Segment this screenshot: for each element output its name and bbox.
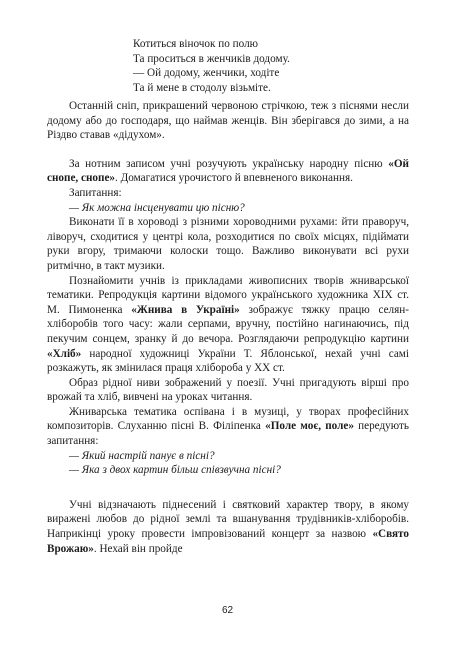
poem-line: Котиться віночок по полю: [133, 38, 259, 50]
question-staging: — Як можна інсценувати цю пісню?: [69, 201, 245, 214]
questions-label: Запитання:: [69, 186, 122, 199]
page-number: 62: [221, 605, 234, 616]
question-paintings: — Яка з двох картин більш співзвучна пісні?: [69, 464, 281, 477]
painting-title-harvest: «Жнива в Україні»: [131, 303, 240, 316]
poem-line: Та й мене в стодолу візьміте.: [133, 81, 271, 94]
song-title: «Ой снопе, снопе»: [47, 157, 409, 185]
question-mood: — Який настрій панує в пісні?: [69, 449, 215, 462]
paragraph-music: Жниварська тематика оспівана і в музиці, у творах професійних композиторів. Слуханню пісні В. Філіпенка «Поле моє, поле» передують запитання:: [47, 405, 409, 448]
paragraph-song-learning: За нотним записом учні розучують українську народну пісню «Ой снопе, снопе». Домагатися урочистого й впевненого виконання.: [47, 157, 409, 185]
body-text: [47, 99, 409, 556]
paragraph-poetry: Образ рідної ниви зображений у поезії. Учні пригадують вірші про врожай та хліб, вивчені на уроках читання.: [47, 376, 409, 404]
paragraph-paintings: Познайомити учнів із прикладами живописних творів жниварської тематики. Репродукція картини відомого українського художника XIX ст. М. Пимоненка «Жнива в Україні» зображує тяжку працю селян-хліборобів того часу: жали серпами, вручну, постійно нагинаючись, під пекучим сонцем, зранку й до вечора. Розглядаючи репродукцію картини «Хліб» народної художниці України Т. Яблонської, нехай учні самі розкажуть, як змінилася праця хлібороба у XX ст.: [47, 274, 410, 375]
paragraph-conclusion: Учні відзначають піднесений і святковий характер твору, в якому виражені любов до рідної землі та вшанування трудівників-хліборобів. Наприкінці уроку провести імпровізований концерт за назвою «Свято Врожаю». Нехай він пройде: [47, 498, 409, 555]
poem-line: Та проситься в женчиків додому.: [133, 52, 290, 65]
concert-title: «Свято Врожаю»: [47, 528, 409, 555]
painting-title-bread: «Хліб»: [47, 347, 82, 360]
paragraph-last-sheaf: Останній сніп, прикрашений червоною стрічкою, теж з піснями несли додому або до господаря, що наймав женців. Він зберігався до зими, а на Різдво ставав «дідухом».: [47, 100, 409, 142]
song-title-field: «Поле моє, поле»: [265, 420, 354, 433]
paragraph-dance: Виконати її в хороводі з різними хороводними рухами: йти праворуч, ліворуч, сходитися у центрі кола, розходитися по своїх місцях, підіймати руки вгору, тримаючи колоски тощо. Важливо виконувати всі рухи ритмічно, в такт музики.: [47, 216, 409, 272]
poem-line: — Ой додому, женчики, ходіте: [133, 67, 280, 80]
poem-block: [133, 37, 403, 95]
